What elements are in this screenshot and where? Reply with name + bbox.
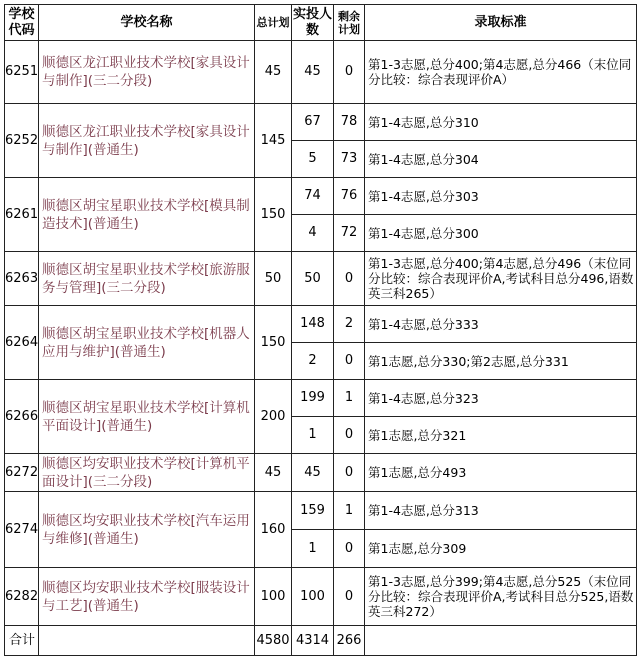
table-row xyxy=(5,492,637,530)
table-row xyxy=(5,454,637,492)
table-row xyxy=(5,104,637,141)
totals-label: 合计 xyxy=(5,626,39,656)
actual-count: 1 xyxy=(292,417,334,454)
admission-standard: 第1志愿,总分321 xyxy=(365,417,637,454)
table-row xyxy=(5,41,637,104)
admission-standard: 第1-4志愿,总分313 xyxy=(365,492,637,530)
header-actual: 实投人数 xyxy=(292,5,334,41)
table-row xyxy=(5,380,637,417)
total-plan: 45 xyxy=(255,41,292,104)
admission-standard: 第1-4志愿,总分310 xyxy=(365,104,637,141)
school-code: 6261 xyxy=(5,178,39,252)
admission-table-container xyxy=(4,4,636,656)
table-row xyxy=(5,306,637,343)
school-name: 顺德区均安职业技术学校[汽车运用与维修](普通生) xyxy=(39,492,255,568)
actual-count: 1 xyxy=(292,530,334,568)
actual-count: 67 xyxy=(292,104,334,141)
table-row xyxy=(5,252,637,306)
school-code: 6263 xyxy=(5,252,39,306)
actual-count: 50 xyxy=(292,252,334,306)
school-code: 6266 xyxy=(5,380,39,454)
admission-standard: 第1-4志愿,总分333 xyxy=(365,306,637,343)
admission-standard: 第1-3志愿,总分399;第4志愿,总分525（末位同分比较：综合表现评价A,考试科目总分525,语数英三科272） xyxy=(365,568,637,626)
admission-standard: 第1-3志愿,总分400;第4志愿,总分496（末位同分比较：综合表现评价A,考试科目总分496,语数英三科265） xyxy=(365,252,637,306)
remaining-count: 0 xyxy=(334,454,365,492)
school-code: 6282 xyxy=(5,568,39,626)
remaining-count: 1 xyxy=(334,380,365,417)
admission-standard: 第1志愿,总分493 xyxy=(365,454,637,492)
header-standard: 录取标准 xyxy=(365,5,637,41)
remaining-count: 0 xyxy=(334,41,365,104)
admission-standard: 第1-4志愿,总分300 xyxy=(365,215,637,252)
totals-plan: 4580 xyxy=(255,626,292,656)
remaining-count: 0 xyxy=(334,417,365,454)
school-name: 顺德区胡宝星职业技术学校[机器人应用与维护](普通生) xyxy=(39,306,255,380)
remaining-count: 2 xyxy=(334,306,365,343)
total-plan: 200 xyxy=(255,380,292,454)
header-code: 学校代码 xyxy=(5,5,39,41)
total-plan: 150 xyxy=(255,306,292,380)
header-name: 学校名称 xyxy=(39,5,255,41)
school-code: 6251 xyxy=(5,41,39,104)
total-plan: 100 xyxy=(255,568,292,626)
actual-count: 45 xyxy=(292,454,334,492)
total-plan: 160 xyxy=(255,492,292,568)
admission-standard: 第1志愿,总分330;第2志愿,总分331 xyxy=(365,343,637,380)
totals-row xyxy=(5,626,637,656)
school-code: 6272 xyxy=(5,454,39,492)
admission-table xyxy=(4,4,637,656)
remaining-count: 0 xyxy=(334,252,365,306)
admission-standard: 第1-4志愿,总分323 xyxy=(365,380,637,417)
remaining-count: 1 xyxy=(334,492,365,530)
actual-count: 148 xyxy=(292,306,334,343)
admission-standard: 第1志愿,总分309 xyxy=(365,530,637,568)
school-name: 顺德区均安职业技术学校[计算机平面设计](三二分段) xyxy=(39,454,255,492)
table-row xyxy=(5,568,637,626)
header-row xyxy=(5,5,637,41)
school-code: 6252 xyxy=(5,104,39,178)
school-name: 顺德区均安职业技术学校[服装设计与工艺](普通生) xyxy=(39,568,255,626)
table-row xyxy=(5,178,637,215)
total-plan: 145 xyxy=(255,104,292,178)
totals-name-empty xyxy=(39,626,255,656)
remaining-count: 0 xyxy=(334,530,365,568)
actual-count: 2 xyxy=(292,343,334,380)
school-name: 顺德区龙江职业技术学校[家具设计与制作](三二分段) xyxy=(39,41,255,104)
totals-remaining: 266 xyxy=(334,626,365,656)
school-name: 顺德区龙江职业技术学校[家具设计与制作](普通生) xyxy=(39,104,255,178)
actual-count: 4 xyxy=(292,215,334,252)
remaining-count: 72 xyxy=(334,215,365,252)
actual-count: 74 xyxy=(292,178,334,215)
total-plan: 50 xyxy=(255,252,292,306)
school-code: 6274 xyxy=(5,492,39,568)
total-plan: 150 xyxy=(255,178,292,252)
remaining-count: 76 xyxy=(334,178,365,215)
header-remaining: 剩余计划 xyxy=(334,5,365,41)
actual-count: 45 xyxy=(292,41,334,104)
school-name: 顺德区胡宝星职业技术学校[旅游服务与管理](三二分段) xyxy=(39,252,255,306)
actual-count: 199 xyxy=(292,380,334,417)
header-total-plan: 总计划 xyxy=(255,5,292,41)
actual-count: 100 xyxy=(292,568,334,626)
school-name: 顺德区胡宝星职业技术学校[计算机平面设计](普通生) xyxy=(39,380,255,454)
remaining-count: 73 xyxy=(334,141,365,178)
school-code: 6264 xyxy=(5,306,39,380)
remaining-count: 78 xyxy=(334,104,365,141)
school-name: 顺德区胡宝星职业技术学校[模具制造技术](普通生) xyxy=(39,178,255,252)
total-plan: 45 xyxy=(255,454,292,492)
totals-actual: 4314 xyxy=(292,626,334,656)
actual-count: 159 xyxy=(292,492,334,530)
admission-standard: 第1-4志愿,总分304 xyxy=(365,141,637,178)
admission-standard: 第1-3志愿,总分400;第4志愿,总分466（末位同分比较：综合表现评价A） xyxy=(365,41,637,104)
remaining-count: 0 xyxy=(334,568,365,626)
actual-count: 5 xyxy=(292,141,334,178)
admission-standard: 第1-4志愿,总分303 xyxy=(365,178,637,215)
totals-standard-empty xyxy=(365,626,637,656)
remaining-count: 0 xyxy=(334,343,365,380)
